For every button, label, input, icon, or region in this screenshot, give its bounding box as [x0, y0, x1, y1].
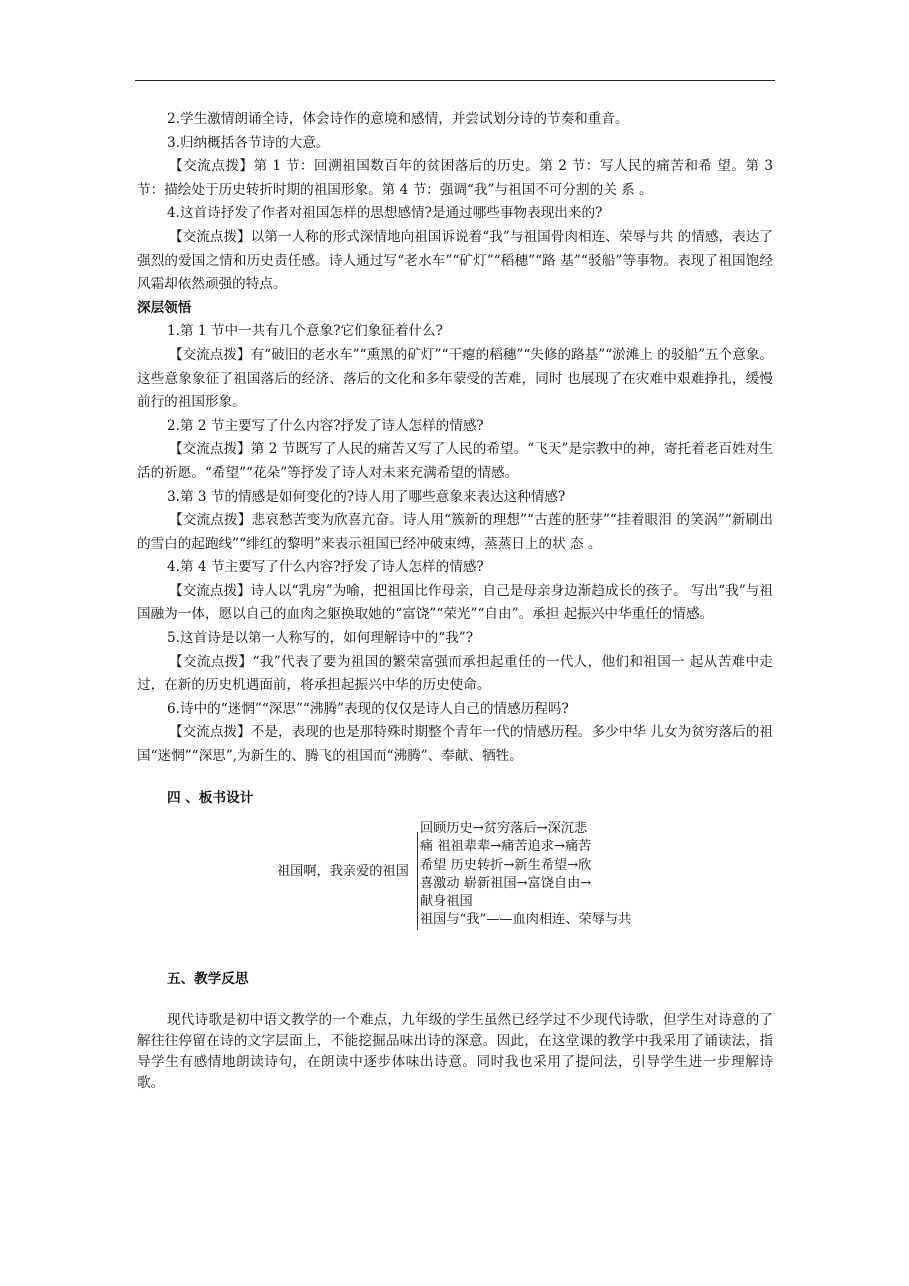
board-summary-line: 祖国与“我”——血肉相连、荣辱与共	[420, 912, 632, 928]
deep-answer-6: 【交流点拨】不是，表现的也是那特殊时期整个青年一代的情感历程。多少中华 儿女为贫穷落后的祖国“迷惘”“深思”,为新生的、腾飞的祖国而“沸腾”、奉献、牺牲。	[137, 724, 773, 765]
board-line-1: 回顾历史→贫穷落后→深沉悲	[420, 821, 588, 837]
header-rule	[135, 80, 775, 81]
deep-answer-5: 【交流点拨】“我”代表了要为祖国的繁荣富强而承担起重任的一代人，他们和祖国一 起从苦难中走过，在新的历史机遇面前，将承担起振兴中华的历史使命。	[137, 653, 773, 694]
board-bracket	[417, 832, 418, 930]
deep-question-2: 2.第 2 节主要写了什么内容?抒发了诗人怎样的情感?	[167, 417, 484, 434]
board-line-4: 喜激动 崭新祖国→富饶自由→	[420, 875, 592, 891]
section-5-heading: 五、教学反思	[167, 971, 249, 988]
step-3-line: 3.归纳概括各节诗的大意。	[167, 134, 330, 151]
deep-answer-4: 【交流点拨】诗人以“乳房”为喻，把祖国比作母亲，自己是母亲身边渐趋成长的孩子。 写出“我”与祖国融为一体，愿以自己的血肉之躯换取她的“富饶”“荣光”“自由”。承担 起振兴中华重任的情感。	[137, 582, 773, 623]
step-2-line: 2.学生激情朗诵全诗，体会诗作的意境和感情，并尝试划分诗的节奏和重音。	[167, 111, 629, 127]
section-4-heading: 四 、板书设计	[167, 789, 254, 806]
deep-question-5: 5.这首诗是以第一人称写的，如何理解诗中的“我”?	[167, 630, 474, 647]
deep-question-1: 1.第 1 节中一共有几个意象?它们象征着什么?	[167, 323, 443, 340]
document-body	[137, 108, 773, 1094]
deep-answer-2: 【交流点拨】第 2 节既写了人民的痛苦又写了人民的希望。“飞天”是宗教中的神，寄托着老百姓对生活的祈愿。“希望”“花朵”等抒发了诗人对未来充满希望的情感。	[137, 441, 773, 481]
board-line-3: 希望 历史转折→新生希望→欣	[420, 857, 592, 873]
reflection-paragraph: 现代诗歌是初中语文教学的一个难点，九年级的学生虽然已经学过不少现代诗歌，但学生对诗意的了解往往停留在诗的文字层面上，不能挖掘品味出诗的深意。因此，在这堂课的教学中我采用了诵读法，指导学生有感情地朗读诗句，在朗读中逐步体味出诗意。同时我也采用了提问法，引导学生进一步理解诗歌。	[137, 1011, 773, 1091]
board-lines	[420, 820, 631, 929]
board-line-5: 献身祖国	[420, 894, 473, 910]
deep-understanding-heading: 深层领悟	[137, 299, 192, 316]
exchange-note-2: 【交流点拨】以第一人称的形式深情地向祖国诉说着“我”与祖国骨肉相连、荣辱与共 的情感，表达了强烈的爱国之情和历史责任感。诗人通过写“老水车”“矿灯”“稻穗”“路 基”“驳船”等事物。表现了祖国饱经风霜却依然顽强的特点。	[137, 228, 773, 293]
deep-question-4: 4.第 4 节主要写了什么内容?抒发了诗人怎样的情感?	[167, 559, 484, 576]
board-line-2: 痛 祖祖辈辈→痛苦追求→痛苦	[420, 839, 592, 855]
deep-question-6: 6.诗中的“迷惘”“深思”“沸腾”表现的仅仅是诗人自己的情感历程吗?	[167, 700, 569, 717]
deep-answer-1: 【交流点拨】有“破旧的老水车”“熏黑的矿灯”“干瘪的稻穗”“失修的路基”“淤滩上 的驳船”五个意象。这些意象象征了祖国落后的经济、落后的文化和多年蒙受的苦难，同时 也展现了在灾难中艰难挣扎，缓慢前行的祖国形象。	[137, 346, 773, 411]
exchange-note-1: 【交流点拨】第 1 节：回溯祖国数百年的贫困落后的历史。第 2 节：写人民的痛苦和希 望。第 3 节：描绘处于历史转折时期的祖国形象。第 4 节：强调“我”与祖国不可分割的关 系 。	[137, 158, 773, 198]
board-left-label: 祖国啊，我亲爱的祖国	[277, 864, 409, 880]
question-4-line: 4.这首诗抒发了作者对祖国怎样的思想感情?是通过哪些事物表现出来的?	[167, 205, 603, 222]
deep-question-3: 3.第 3 节的情感是如何变化的?诗人用了哪些意象来表达这种情感?	[167, 488, 566, 505]
blackboard-design	[137, 820, 773, 950]
deep-answer-3: 【交流点拨】悲哀愁苦变为欣喜亢奋。诗人用“簇新的理想”“古莲的胚芽”“挂着眼泪 的笑涡”“新刷出的雪白的起跑线”“绯红的黎明”来表示祖国已经冲破束缚，蒸蒸日上的状 态 。	[137, 512, 773, 552]
